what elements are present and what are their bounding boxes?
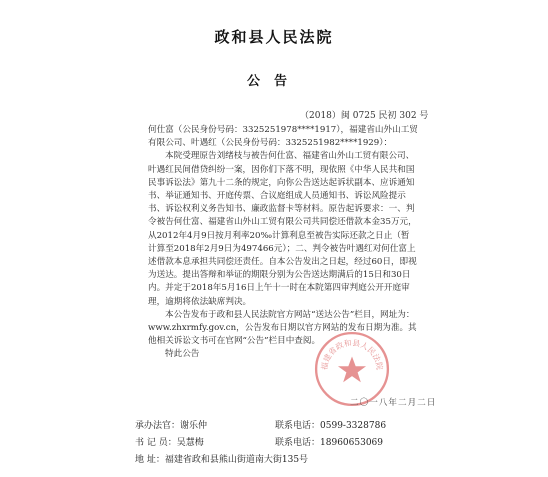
clerk-row	[135, 435, 204, 448]
judge-label: 承办法官：	[135, 421, 181, 431]
address-label: 地 址：	[135, 455, 165, 465]
judge-row	[135, 418, 207, 431]
mobile-label: 联系电话：	[275, 438, 321, 448]
case-paragraph: 本院受理原告刘绪枝与被告何仕富、福建省山外山工贸有限公司、叶遇红民间借贷纠纷一案，因你们下落不明，现依照《中华人民共和国民事诉讼法》第九十二条的规定，向你公告送达起诉状副本、应诉通知书、举证通知书、开庭传票、合议庭组成人员通知书、诉讼风险提示书、诉讼权利义务告知书、廉政监督卡等材料。原告起诉要求：一、判令被告何仕富、福建省山外山工贸有限公司共同偿还借款本金35万元，从2012年4月9日按月利率20‰计算利息至被告实际还款之日止（暂计算至2018年2月9日为497466元）；二、判令被告叶遇红对何仕富上述借款本息承担共同偿还责任。自本公告发出之日起，经过60日，即视为送达。提出答辩和举证的期限分别为公告送达期满后的15日和30日内。并定于2018年5月16日上午十一时在本院第四审判庭公开开庭审理，逾期将依法缺席判决。	[148, 151, 417, 307]
seal-star-icon	[338, 357, 366, 383]
addressee-paragraph: 何仕富（公民身份号码：3325251978****1917），福建省山外山工贸有限公司、叶遇红（公民身份号码：3325251982****1929）：	[148, 125, 418, 149]
judge-name: 谢乐仲	[180, 421, 208, 431]
mobile-row	[275, 435, 383, 448]
notice-date: 二〇一八年二月二日	[350, 398, 437, 408]
phone-label: 联系电话：	[275, 421, 321, 431]
publication-paragraph: 本公告发布于政和县人民法院官方网站“送达公告”栏目，网址为：www.zhxrmfy.gov.cn，公告发布日期以官方网站的发布日期为准。其他相关诉讼文书可在官网“公告”栏目中查阅。	[148, 309, 417, 347]
clerk-label: 书 记 员：	[135, 438, 177, 448]
clerk-name: 吴慧梅	[176, 438, 204, 448]
notice-title: 公告	[246, 74, 301, 89]
address-row	[135, 452, 308, 465]
case-number: （2018）闽 0725 民初 302 号	[300, 111, 429, 121]
phone-number: 0599-3328786	[320, 421, 387, 431]
address-text: 福建省政和县熊山街道南大街135号	[164, 455, 309, 465]
notice-body	[148, 124, 418, 362]
mobile-number: 18960653069	[320, 438, 384, 448]
court-name: 政和县人民法院	[214, 28, 334, 46]
phone-row	[275, 418, 386, 431]
seal-text: 福建省政和县人民法院	[319, 338, 385, 371]
sign-off: 特此公告	[165, 349, 200, 360]
